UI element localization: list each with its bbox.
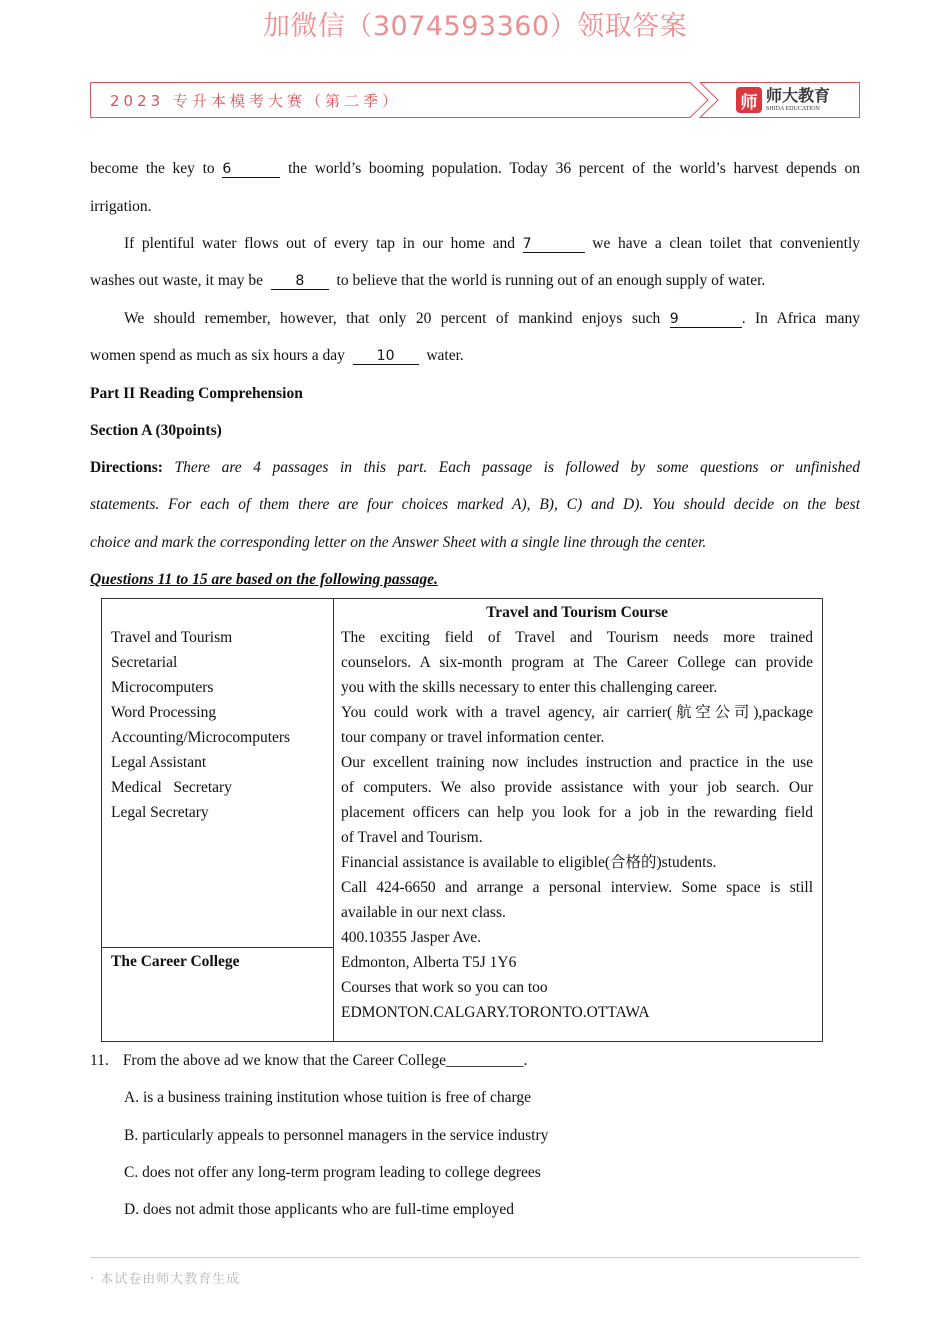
directions-line-3: choice and mark the corresponding letter on the Answer Sheet with a single line through the center. [90, 534, 707, 551]
shida-logo [736, 86, 830, 114]
course-item: Microcomputers [111, 679, 214, 696]
course-item: Secretarial [111, 654, 178, 671]
logo-en: SHIDA EDUCATION [766, 106, 820, 112]
blank-9: 9 [670, 311, 742, 328]
passage-line-1: become the key to 6 the world’s booming population. Today 36 percent of the world’s harvest depends on [90, 160, 860, 177]
blank-6: 6 [222, 161, 280, 178]
course-item: Medical Secretary [111, 779, 232, 796]
question-11: 11. From the above ad we know that the Career College__________. [90, 1052, 528, 1069]
course-list [111, 625, 290, 825]
ad-table [101, 598, 823, 1042]
college-name: The Career College [111, 953, 240, 970]
passage-line-4: washes out waste, it may be 8 to believe that the world is running out of an enough supply of water. [90, 272, 766, 289]
course-item: Legal Secretary [111, 804, 209, 821]
course-item: Accounting/Microcomputers [111, 729, 291, 746]
watermark: 加微信（3074593360）领取答案 [262, 11, 688, 42]
banner-title: 2023 专升本模考大赛（第二季） [110, 92, 401, 110]
passage-line-5: We should remember, however, that only 20 percent of mankind enjoys such 9 . In Africa many [124, 310, 860, 327]
footer-divider [90, 1257, 860, 1258]
option-b: B. particularly appeals to personnel managers in the service industry [124, 1127, 549, 1144]
option-d: D. does not admit those applicants who are full-time employed [124, 1201, 514, 1218]
passage-line-2: irrigation. [90, 198, 152, 215]
course-item: Travel and Tourism [111, 629, 233, 646]
section-heading: Section A (30points) [90, 422, 222, 439]
course-item: Word Processing [111, 704, 217, 721]
logo-mark: 师 [736, 87, 762, 113]
questions-heading: Questions 11 to 15 are based on the following passage. [90, 571, 438, 588]
footer-text: · 本试卷由师大教育生成 [90, 1272, 241, 1287]
ad-title: Travel and Tourism Course [486, 604, 668, 621]
part-heading: Part II Reading Comprehension [90, 385, 303, 402]
passage-line-3: If plentiful water flows out of every tap in our home and 7 we have a clean toilet that conveniently [124, 235, 861, 252]
option-c: C. does not offer any long-term program leading to college degrees [124, 1164, 541, 1181]
course-item: Legal Assistant [111, 754, 207, 771]
logo-cn: 师大教育 [766, 86, 831, 105]
blank-8: 8 [271, 273, 329, 290]
ad-body: Travel and Tourism Course The exciting field of Travel and Tourism needs more trained counselors. A six-month program at The Career College can provide you with the skills necessary to enter this challenging career. You could work with a travel agency, air carrier(航空公司),package tour company or travel information center. Our excellent training now includes instruction and practice in the use of computers. We also provide assistance with your job search. Our placement officers can help you look for a job in the rewarding field of Travel and Tourism. Financial assistance is available to eligible(合格的)students. Call 424-6650 and arrange a personal interview. Some space is still available in our next class. 400.10355 Jasper Ave. Edmonton, Alberta T5J 1Y6 Courses that work so you can too EDMONTON.CALGARY.TORONTO.OTTAWA [341, 600, 813, 1025]
directions-line-1: Directions: There are 4 passages in this part. Each passage is followed by some questions or unfinished [90, 459, 861, 476]
directions-line-2: statements. For each of them there are four choices marked A), B), C) and D). You should decide on the best [90, 496, 860, 513]
passage-line-6: women spend as much as six hours a day 10 water. [90, 347, 464, 364]
blank-10: 10 [353, 348, 419, 365]
exam-banner [90, 82, 860, 118]
blank-7: 7 [523, 236, 585, 253]
option-a: A. is a business training institution whose tuition is free of charge [124, 1089, 531, 1106]
